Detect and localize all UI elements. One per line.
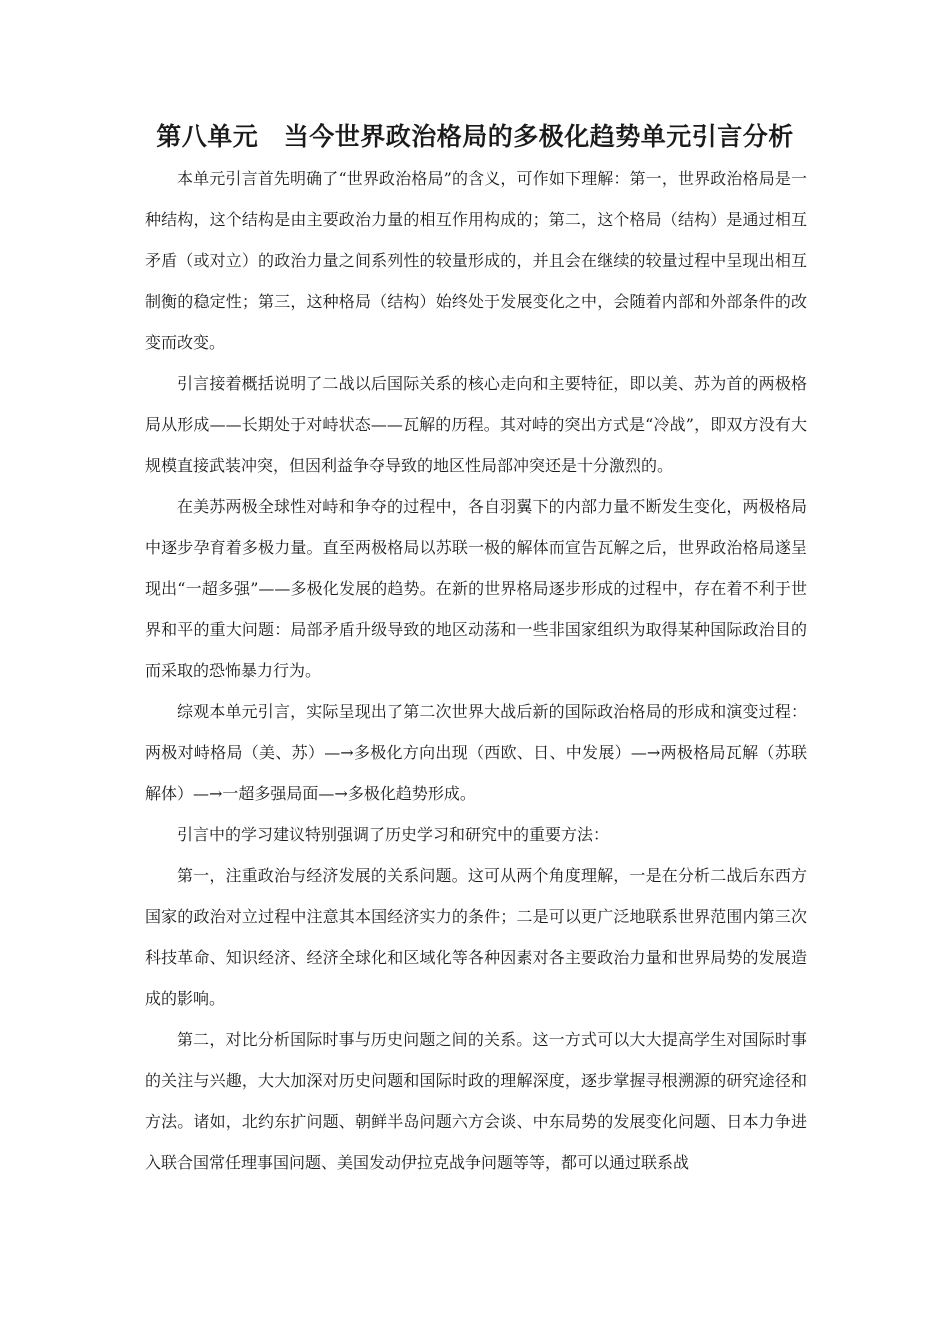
paragraph-definition: 本单元引言首先明确了“世界政治格局”的含义，可作如下理解：第一，世界政治格局是一种结构，这个结构是由主要政治力量的相互作用构成的；第二，这个格局（结构）是通过相互矛盾（或对立）的政治力量之间系列性的较量形成的，并且会在继续的较量过程中呈现出相互制衡的稳定性；第三，这种格局（结构）始终处于发展变化之中，会随着内部和外部条件的改变而改变。 [145,169,807,352]
paragraph-study-methods: 引言中的学习建议特别强调了历史学习和研究中的重要方法： [177,825,610,844]
paragraph-multipolar-trend: 在美苏两极全球性对峙和争夺的过程中，各自羽翼下的内部力量不断发生变化，两极格局中逐步孕育着多极力量。直至两极格局以苏联一极的解体而宣告瓦解之后，世界政治格局遂呈现出“一超多强”——多极化发展的趋势。在新的世界格局逐步形成的过程中，存在着不利于世界和平的重大问题：局部矛盾升级导致的地区动荡和一些非国家组织为取得某种国际政治目的而采取的恐怖暴力行为。 [145,497,807,680]
paragraph-evolution-overview: 综观本单元引言，实际呈现出了第二次世界大战后新的国际政治格局的形成和演变过程：两极对峙格局（美、苏）—→多极化方向出现（西欧、日、中发展）—→两极格局瓦解（苏联解体）—→一超多强局面—→多极化趋势形成。 [145,702,807,803]
paragraph-method-one: 第一，注重政治与经济发展的关系问题。这可从两个角度理解，一是在分析二战后东西方国家的政治对立过程中注意其本国经济实力的条件；二是可以更广泛地联系世界范围内第三次科技革命、知识经济、经济全球化和区域化等各种因素对各主要政治力量和世界局势的发展造成的影响。 [145,866,807,1008]
document-body [145,158,807,1183]
document-title: 第八单元 当今世界政治格局的多极化趋势单元引言分析 [156,122,794,151]
paragraph-method-two: 第二，对比分析国际时事与历史问题之间的关系。这一方式可以大大提高学生对国际时事的关注与兴趣，大大加深对历史问题和国际时政的理解深度，逐步掌握寻根溯源的研究途径和方法。诸如，北约东扩问题、朝鲜半岛问题六方会谈、中东局势的发展变化问题、日本力争进入联合国常任理事国问题、美国发动伊拉克战争问题等等，都可以通过联系战 [145,1030,807,1172]
paragraph-bipolar-summary: 引言接着概括说明了二战以后国际关系的核心走向和主要特征，即以美、苏为首的两极格局从形成——长期处于对峙状态——瓦解的历程。其对峙的突出方式是“冷战”，即双方没有大规模直接武装冲突，但因利益争夺导致的地区性局部冲突还是十分激烈的。 [145,374,807,475]
